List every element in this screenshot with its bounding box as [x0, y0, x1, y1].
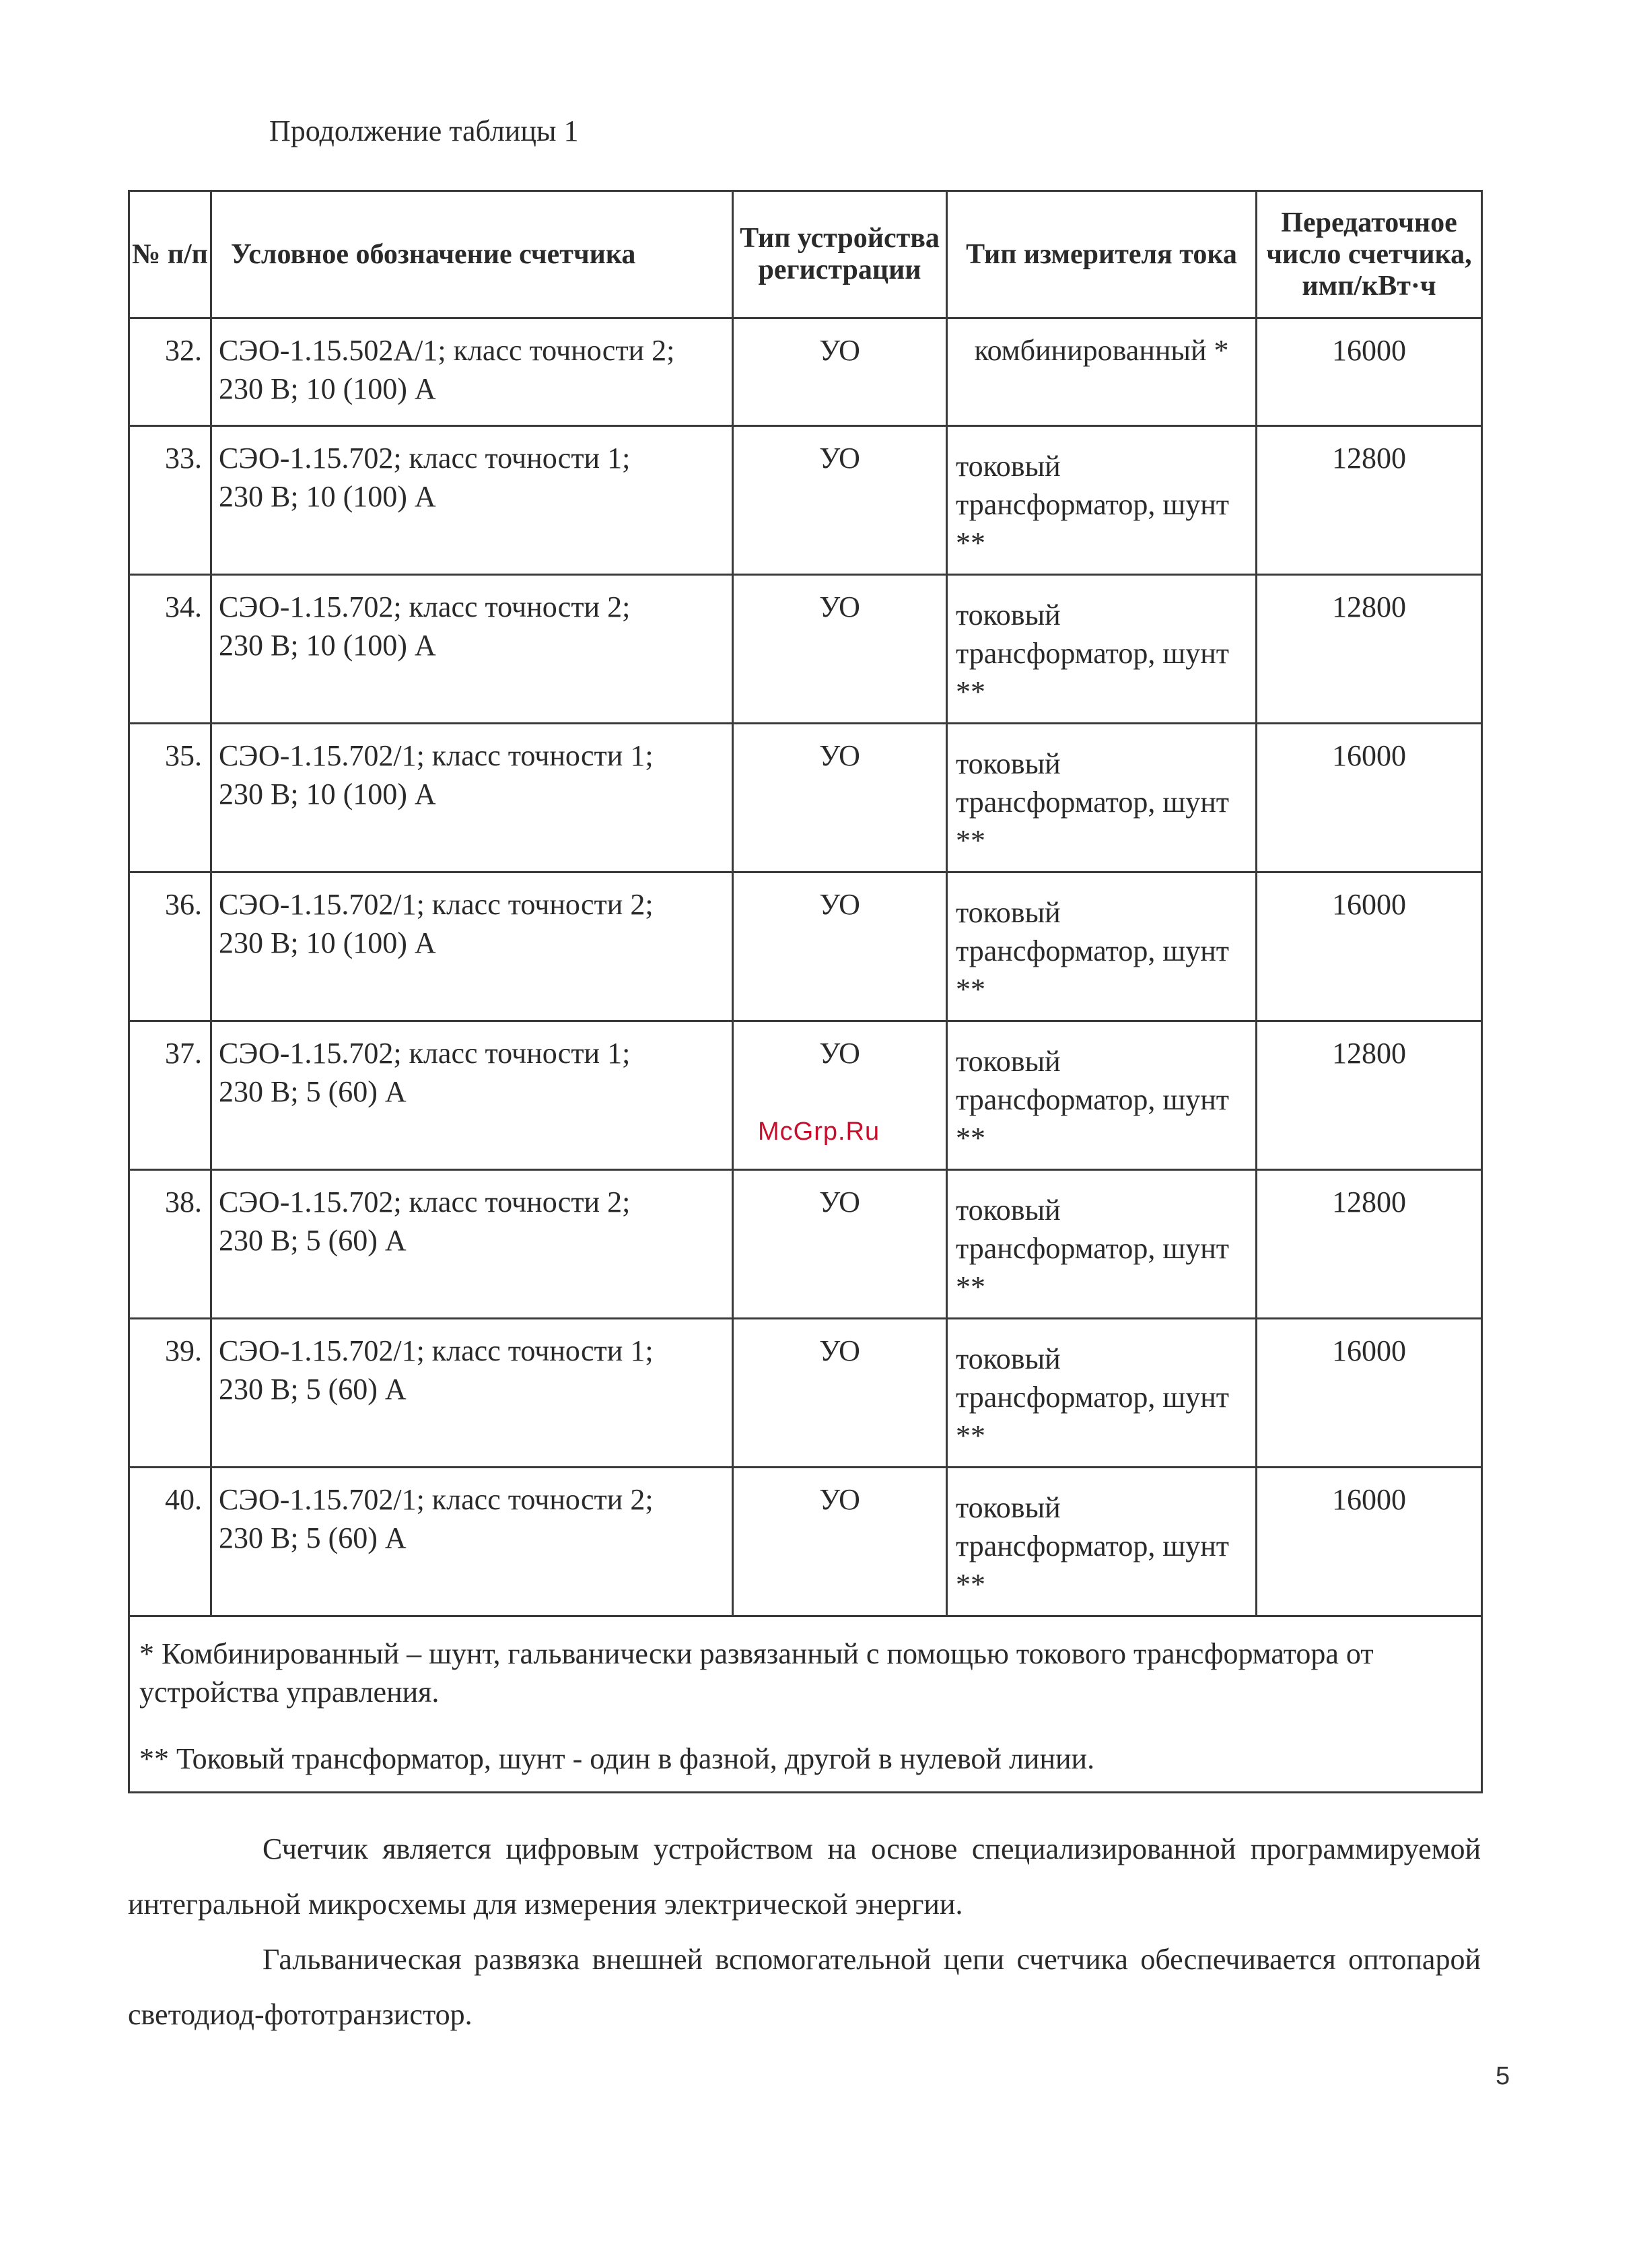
row-ratio: 12800	[1257, 1170, 1482, 1319]
row-ratio: 16000	[1257, 318, 1482, 426]
designation-line-1: СЭО-1.15.702/1; класс точности 1;	[219, 1334, 654, 1367]
row-ratio: 16000	[1257, 724, 1482, 872]
designation-line-1: СЭО-1.15.702/1; класс точности 1;	[219, 739, 654, 772]
row-num: 33.	[129, 426, 211, 575]
designation-line-2: 230 В; 10 (100) А	[219, 480, 436, 513]
row-measurer: токовый трансформатор, шунт **	[947, 724, 1257, 872]
row-num: 39.	[129, 1319, 211, 1468]
designation-line-1: СЭО-1.15.702; класс точности 2;	[219, 1185, 631, 1218]
row-designation	[211, 1319, 733, 1468]
designation-line-2: 230 В; 10 (100) А	[219, 778, 436, 811]
table-row	[129, 1170, 1482, 1319]
row-registration: УО	[733, 426, 947, 575]
designation-line-1: СЭО-1.15.702; класс точности 1;	[219, 1037, 631, 1070]
table-row	[129, 724, 1482, 872]
designation-line-1: СЭО-1.15.702; класс точности 1;	[219, 442, 631, 475]
row-registration: УО	[733, 1468, 947, 1616]
row-ratio: 12800	[1257, 1021, 1482, 1170]
designation-line-2: 230 В; 10 (100) А	[219, 372, 436, 405]
table-notes-row	[129, 1616, 1482, 1793]
row-registration: УО	[733, 1170, 947, 1319]
designation-line-1: СЭО-1.15.702/1; класс точности 2;	[219, 888, 654, 921]
row-measurer: токовый трансформатор, шунт **	[947, 1319, 1257, 1468]
paragraph-counter-description: Счетчик является цифровым устройством на основе специализированной программируемой интегральной микросхемы для измерения электрической энергии.	[128, 1832, 1481, 1921]
row-num: 32.	[129, 318, 211, 426]
designation-line-1: СЭО-1.15.702/1; класс точности 2;	[219, 1483, 654, 1516]
designation-line-2: 230 В; 10 (100) А	[219, 926, 436, 959]
row-measurer: токовый трансформатор, шунт **	[947, 872, 1257, 1021]
footnote-transformer: ** Токовый трансформатор, шунт - один в фазной, другой в нулевой линии.	[139, 1742, 1095, 1775]
row-registration: УО	[733, 318, 947, 426]
row-designation	[211, 575, 733, 724]
row-measurer: токовый трансформатор, шунт **	[947, 426, 1257, 575]
row-num: 38.	[129, 1170, 211, 1319]
row-measurer: токовый трансформатор, шунт **	[947, 575, 1257, 724]
row-registration: УО	[733, 575, 947, 724]
body-text	[128, 1822, 1481, 2042]
row-ratio: 16000	[1257, 1319, 1482, 1468]
row-measurer: комбинированный *	[947, 318, 1257, 426]
table-notes	[129, 1616, 1482, 1793]
table-row	[129, 318, 1482, 426]
table-header-row	[129, 191, 1482, 318]
header-ratio: Передаточное число счетчика, имп/кВт·ч	[1257, 191, 1482, 318]
row-designation	[211, 426, 733, 575]
designation-line-2: 230 В; 5 (60) А	[219, 1224, 407, 1257]
table-row	[129, 1319, 1482, 1468]
row-num: 34.	[129, 575, 211, 724]
designation-line-1: СЭО-1.15.502А/1; класс точности 2;	[219, 334, 675, 367]
table-row	[129, 1468, 1482, 1616]
row-ratio: 12800	[1257, 426, 1482, 575]
watermark: McGrp.Ru	[758, 1118, 880, 1146]
designation-line-1: СЭО-1.15.702; класс точности 2;	[219, 590, 631, 623]
row-ratio: 16000	[1257, 1468, 1482, 1616]
table-row	[129, 575, 1482, 724]
header-designation: Условное обозначение счетчика	[211, 191, 733, 318]
header-registration: Тип устройства регистрации	[733, 191, 947, 318]
designation-line-2: 230 В; 10 (100) А	[219, 629, 436, 662]
designation-line-2: 230 В; 5 (60) А	[219, 1075, 407, 1108]
row-registration: УО	[733, 1319, 947, 1468]
row-designation	[211, 1021, 733, 1170]
paragraph-galvanic-isolation: Гальваническая развязка внешней вспомогательной цепи счетчика обеспечивается оптопарой светодиод-фототранзистор.	[128, 1943, 1481, 2031]
header-measurer: Тип измерителя тока	[947, 191, 1257, 318]
meters-table-container	[128, 190, 1481, 1793]
row-ratio: 12800	[1257, 575, 1482, 724]
table-row	[129, 1021, 1482, 1170]
row-registration: УО	[733, 872, 947, 1021]
designation-line-2: 230 В; 5 (60) А	[219, 1373, 407, 1406]
row-designation	[211, 1468, 733, 1616]
row-measurer: токовый трансформатор, шунт **	[947, 1170, 1257, 1319]
row-num: 35.	[129, 724, 211, 872]
row-registration: УО	[733, 1021, 947, 1170]
table-row	[129, 426, 1482, 575]
row-designation	[211, 318, 733, 426]
row-designation	[211, 1170, 733, 1319]
row-num: 37.	[129, 1021, 211, 1170]
row-num: 40.	[129, 1468, 211, 1616]
row-designation	[211, 724, 733, 872]
row-measurer: токовый трансформатор, шунт **	[947, 1468, 1257, 1616]
designation-line-2: 230 В; 5 (60) А	[219, 1521, 407, 1554]
meters-table	[128, 190, 1483, 1793]
table-continuation-label: Продолжение таблицы 1	[269, 114, 579, 147]
row-num: 36.	[129, 872, 211, 1021]
page-number: 5	[1496, 2062, 1510, 2090]
row-designation	[211, 872, 733, 1021]
footnote-combined: * Комбинированный – шунт, гальванически развязанный с помощью токового трансформатора от устройства управления.	[139, 1637, 1374, 1709]
table-row	[129, 872, 1482, 1021]
header-num: № п/п	[129, 191, 211, 318]
row-measurer: токовый трансформатор, шунт **	[947, 1021, 1257, 1170]
row-ratio: 16000	[1257, 872, 1482, 1021]
row-registration: УО	[733, 724, 947, 872]
